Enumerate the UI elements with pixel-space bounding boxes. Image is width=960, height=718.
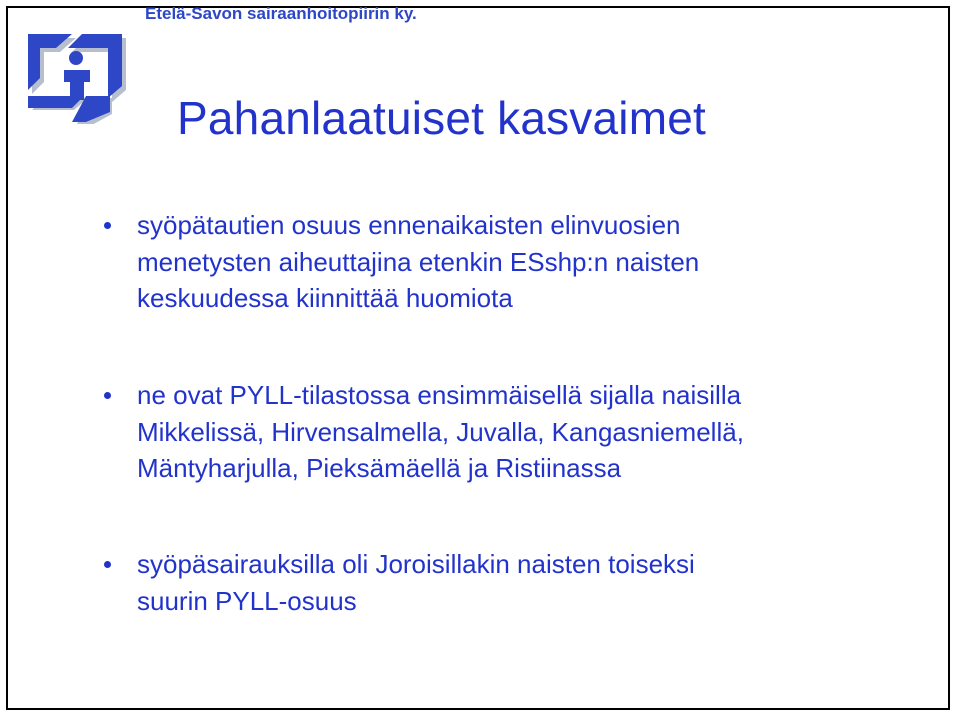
bullet-dot-icon [104,222,111,229]
bullet-dot-icon [104,392,111,399]
bullet-line: syöpäsairauksilla oli Joroisillakin naisten toiseksi [137,549,695,579]
bullet-text [137,546,897,619]
bullet-line: keskuudessa kiinnittää huomiota [137,283,513,313]
bullet-line: Mäntyharjulla, Pieksämäellä ja Ristiinassa [137,453,622,483]
bullet-line: syöpätautien osuus ennenaikaisten elinvuosien [137,210,681,240]
bullet-text [137,377,897,487]
hospital-district-logo-icon [26,34,136,124]
organization-name: Etelä-Savon sairaanhoitopiirin ky. [145,4,417,23]
bullet-line: menetysten aiheuttajina etenkin ESshp:n naisten [137,246,700,277]
bullet-dot-icon [104,561,111,568]
bullet-line: Mikkelissä, Hirvensalmella, Juvalla, Kangasniemellä, [137,416,744,447]
bullet-line: suurin PYLL-osuus [137,585,357,616]
slide-title: Pahanlaatuiset kasvaimet [177,92,706,144]
bullet-text [137,207,897,317]
bullet-line: ne ovat PYLL-tilastossa ensimmäisellä sijalla naisilla [137,380,742,410]
